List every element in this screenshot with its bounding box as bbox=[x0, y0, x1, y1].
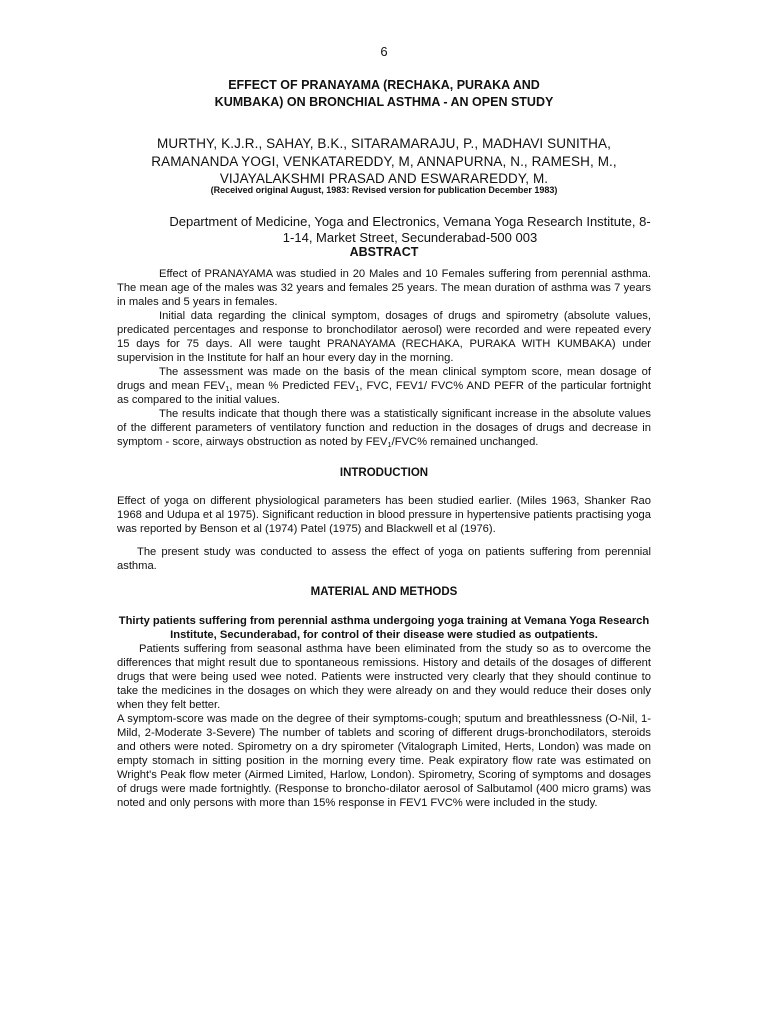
methods-body bbox=[117, 642, 651, 810]
subscript: 1 bbox=[387, 440, 392, 449]
abstract-text: The results indicate that though there was a statistically significant increase in the absolute values of the different parameters of ventilatory function and reduction in the dosages of drugs and decrease in symptom - score, airways obstruction as noted by FEV bbox=[117, 408, 651, 448]
abstract-paragraph bbox=[117, 407, 651, 449]
abstract-text: , mean % Predicted FEV bbox=[229, 380, 356, 392]
methods-bold-paragraph: Thirty patients suffering from perennial asthma undergoing yoga training at Vemana Yoga Research Institute, Secunderabad, for control of their disease were studied as outpatients. bbox=[118, 615, 650, 641]
introduction-heading: INTRODUCTION bbox=[339, 467, 429, 479]
affiliation-line-1: Department of Medicine, Yoga and Electronics, Vemana Yoga Research Institute, 8- bbox=[169, 214, 651, 229]
abstract-body bbox=[117, 267, 651, 449]
title-line-2: KUMBAKA) ON BRONCHIAL ASTHMA - AN OPEN STUDY bbox=[214, 95, 554, 109]
abstract-paragraph: Initial data regarding the clinical symptom, dosages of drugs and spirometry (absolute values, predicated percentages and response to bronchodilator aerosol) were recorded and were repeated every 15 days for 75 days. All were taught PRANAYAMA (RECHAKA, PURAKA WITH KUMBAKA) under supervision in the Institute for half an hour every day in the morning. bbox=[117, 310, 651, 364]
subscript: 1 bbox=[355, 384, 360, 393]
methods-heading: MATERIAL AND METHODS bbox=[310, 586, 458, 598]
introduction-paragraph: The present study was conducted to assess the effect of yoga on patients suffering from perennial asthma. bbox=[117, 546, 651, 572]
affiliation bbox=[160, 214, 660, 246]
abstract-text: , FVC, FEV1/ FVC% AND PEFR of the particular fortnight as compared to the initial values. bbox=[117, 380, 652, 406]
title-line-1: EFFECT OF PRANAYAMA (RECHAKA, PURAKA AND bbox=[228, 78, 540, 92]
abstract-paragraph: Effect of PRANAYAMA was studied in 20 Males and 10 Females suffering from perennial asthma. The mean age of the males was 32 years and females 25 years. The mean duration of asthma was 7 years in males and 5 years in females. bbox=[117, 268, 651, 308]
abstract-paragraph bbox=[117, 365, 651, 407]
page-number: 6 bbox=[380, 44, 388, 59]
author-list bbox=[60, 135, 708, 188]
authors-line-2: RAMANANDA YOGI, VENKATAREDDY, M, ANNAPURNA, N., RAMESH, M., bbox=[151, 153, 617, 169]
abstract-heading: ABSTRACT bbox=[349, 245, 419, 259]
methods-paragraph: A symptom-score was made on the degree of their symptoms-cough; sputum and breathlessness (O-Nil, 1-Mild, 2-Moderate 3-Severe) The number of tablets and scoring of different drugs-bronchodilators, steroids and others were noted. Spirometry on a dry spirometer (Vitalograph Limited, Herts, London) was made on empty stomach in sitting position in the morning every time. Peak expiratory flow rate was estimated on Wright's Peak flow meter (Airmed Limited, Harlow, London). Spirometry, Scoring of symptoms and dosages of drugs were made fortnightly. (Response to broncho-dilator aerosol of Salbutamol (400 micro grams) was noted and only persons with more than 15% response in FEV1 FVC% were included in the study. bbox=[117, 713, 651, 809]
authors-line-3: VIJAYALAKSHMI PRASAD AND ESWARAREDDY, M. bbox=[219, 171, 549, 186]
received-note: (Received original August, 1983: Revised version for publication December 1983) bbox=[210, 185, 558, 195]
introduction-paragraph: Effect of yoga on different physiological parameters has been studied earlier. (Miles 1963, Shanker Rao 1968 and Udupa et al 1975). Significant reduction in blood pressure in hypertensive patients practising yoga was reported by Benson et al (1974) Patel (1975) and Blackwell et al (1976). bbox=[117, 495, 651, 535]
abstract-text: /FVC% remained unchanged. bbox=[391, 436, 539, 448]
subscript: 1 bbox=[225, 384, 230, 393]
affiliation-line-2: 1-14, Market Street, Secunderabad-500 003 bbox=[282, 230, 538, 245]
introduction-body-2 bbox=[117, 545, 651, 573]
introduction-body bbox=[117, 494, 651, 536]
methods-paragraph: Patients suffering from seasonal asthma have been eliminated from the study so as to overcome the differences that might result due to spontaneous remissions. History and details of the dosages of different drugs that were being used wee noted. Patients were instructed very clearly that they should continue to take the medicines in the dosages on which they were already on and they would reduce their doses only when they felt better. bbox=[117, 643, 651, 711]
abstract-text: The assessment was made on the basis of the mean clinical symptom score, mean dosage of drugs and mean FEV bbox=[117, 366, 651, 392]
authors-line-1: MURTHY, K.J.R., SAHAY, B.K., SITARAMARAJU, P., MADHAVI SUNITHA, bbox=[157, 136, 611, 151]
paper-title bbox=[100, 77, 668, 111]
